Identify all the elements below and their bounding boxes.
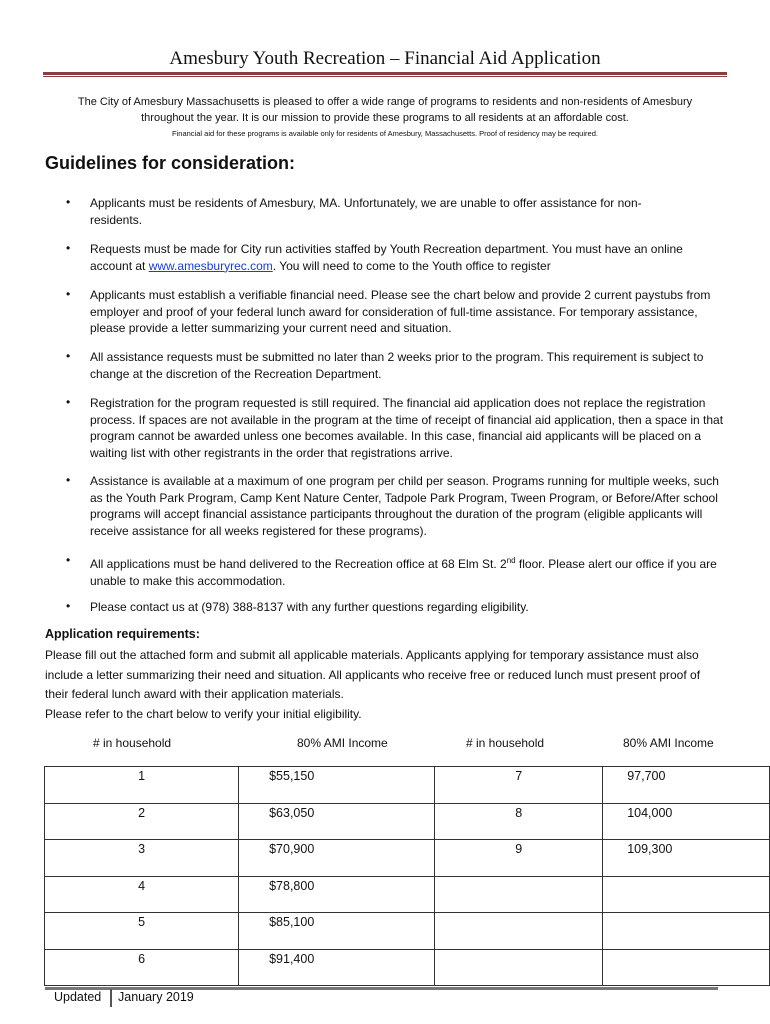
income-cell: 104,000 (603, 803, 770, 840)
footer-updated-date: January 2019 (118, 990, 194, 1004)
income-cell (603, 876, 770, 913)
page-title: Amesbury Youth Recreation – Financial Aid Application (169, 48, 601, 69)
ordinal-suffix: nd (506, 556, 516, 565)
household-cell: 8 (435, 803, 603, 840)
household-cell: 5 (45, 913, 239, 950)
title-divider-thin (43, 76, 727, 77)
intro-line-2: throughout the year. It is our mission to provide these programs to all residents at an affordable cost. (141, 112, 629, 124)
income-cell: 109,300 (603, 840, 770, 877)
household-cell: 3 (45, 840, 239, 877)
table-row (45, 876, 770, 913)
guideline-item-6: Assistance is available at a maximum of one program per child per season. Programs running for multiple weeks, such as the Youth Park Program, Camp Kent Nature Center, Tadpole Park Program, Tween Program, or Before/After school programs will accept financial assistance participants throughout the duration of the program (eligible applicants will receive assistance for all weeks registered for these programs). (90, 474, 719, 538)
income-cell (603, 913, 770, 950)
bullet-icon: • (66, 349, 71, 363)
income-cell: $63,050 (239, 803, 435, 840)
guideline-item-7 (90, 553, 725, 589)
guideline-item-2 (90, 241, 730, 274)
guideline-item-7-rest: floor. Please alert our office if you are unable to make this accommodation. (90, 557, 717, 588)
guidelines-heading: Guidelines for consideration: (45, 153, 296, 173)
requirements-chart-note: Please refer to the chart below to verify your initial eligibility. (45, 706, 362, 721)
income-cell: 97,700 (603, 767, 770, 804)
bullet-icon: • (66, 395, 71, 409)
column-header-household-2: # in household (466, 736, 545, 750)
table-row (45, 803, 770, 840)
income-cell: $85,100 (239, 913, 435, 950)
bullet-icon: • (66, 553, 71, 567)
household-cell: 6 (45, 949, 239, 986)
table-row (45, 840, 770, 877)
intro-residency-note: Financial aid for these programs is available only for residents of Amesbury, Massachusetts. Proof of residency may be required. (172, 129, 598, 138)
column-header-income-2: 80% AMI Income (623, 736, 714, 750)
household-cell: 1 (45, 767, 239, 804)
household-cell: 9 (435, 840, 603, 877)
intro-line-1: The City of Amesbury Massachusetts is pleased to offer a wide range of programs to residents and non-residents of Amesbury (77, 96, 693, 108)
guideline-item-2-prefix: account at (90, 258, 149, 273)
guideline-item-8: Please contact us at (978) 388-8137 with any further questions regarding eligibility. (90, 600, 529, 614)
requirements-heading: Application requirements: (45, 627, 200, 641)
bullet-icon: • (66, 195, 71, 209)
intro-paragraph (45, 94, 725, 126)
household-cell (435, 949, 603, 986)
title-divider (43, 72, 727, 75)
income-eligibility-table (44, 766, 770, 986)
guideline-item-2-suffix: . You will need to come to the Youth office to register (272, 258, 551, 273)
income-cell: $55,150 (239, 767, 435, 804)
footer-separator (110, 989, 112, 1007)
column-header-household-1: # in household (93, 736, 172, 750)
guideline-item-7-text: All applications must be hand delivered to the Recreation office at 68 Elm St. 2 (90, 557, 507, 571)
guideline-item-1: Applicants must be residents of Amesbury, MA. Unfortunately, we are unable to offer assistance for non-residents. (90, 196, 642, 227)
requirements-text (45, 646, 725, 724)
table-row (45, 767, 770, 804)
bullet-icon: • (66, 241, 71, 255)
income-cell: $78,800 (239, 876, 435, 913)
table-row (45, 913, 770, 950)
requirements-paragraph: Please fill out the attached form and submit all applicable materials. Applicants applying for temporary assistance must also include a letter summarizing their need and situation. All applicants who receive free or reduced lunch must present proof of their federal lunch award with their application materials. (45, 648, 701, 701)
amesburyrec-link[interactable]: www.amesburyrec.com (148, 258, 273, 273)
guideline-item-2-line1: Requests must be made for City run activities staffed by Youth Recreation department. You must have an online (90, 242, 683, 256)
guideline-item-4: All assistance requests must be submitted no later than 2 weeks prior to the program. This requirement is subject to change at the discretion of the Recreation Department. (90, 350, 704, 381)
bullet-icon: • (66, 599, 71, 613)
income-cell (603, 949, 770, 986)
footer-updated-label: Updated (54, 990, 102, 1004)
bullet-icon: • (66, 287, 71, 301)
guideline-item-3: Applicants must establish a verifiable financial need. Please see the chart below and provide 2 current paystubs from employer and proof of your federal lunch award for consideration of full-time assistance. For temporary assistance, please provide a letter summarizing your current need and situation. (90, 288, 711, 335)
household-cell: 4 (45, 876, 239, 913)
table-row (45, 949, 770, 986)
guideline-item-5: Registration for the program requested is still required. The financial aid application does not replace the registration process. If spaces are not available in the program at the time of receipt of financial aid application, then a space in that program cannot be awarded unless one becomes available. In this case, financial aid applicants will be placed on a waiting list with other registrants in the order that registrations arrive. (90, 396, 724, 460)
bullet-icon: • (66, 473, 71, 487)
income-cell: $91,400 (239, 949, 435, 986)
household-cell (435, 876, 603, 913)
household-cell: 2 (45, 803, 239, 840)
column-header-income-1: 80% AMI Income (297, 736, 388, 750)
household-cell (435, 913, 603, 950)
income-cell: $70,900 (239, 840, 435, 877)
household-cell: 7 (435, 767, 603, 804)
